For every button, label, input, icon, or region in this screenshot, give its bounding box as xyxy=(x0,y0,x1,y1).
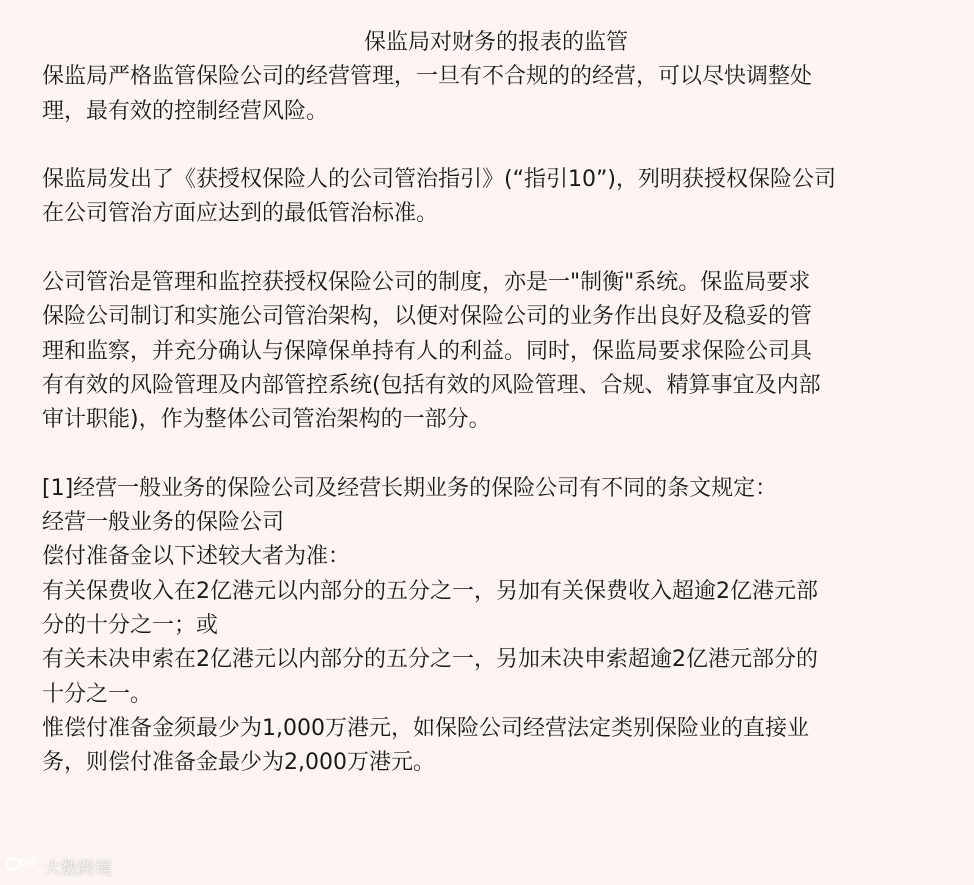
document-body xyxy=(42,26,942,781)
paragraph-4: [1]经营一般业务的保险公司及经营长期业务的保险公司有不同的条文规定： 经营一般业务的保险公司 偿付准备金以下述较大者为准： 有关保费收入在2亿港元以内部分的五分之一，另加有关保费收入超逾2亿港元部 分的十分之一；或 有关未决申索在2亿港元以内部分的五分之一，另加未决申索超逾2亿港元部分的 十分之一。 惟偿付准备金须最少为1,000万港元，如保险公司经营法定类别保险业的直接业 务，则偿付准备金最少为2,000万港元。 xyxy=(42,475,818,776)
page-title: 保监局对财务的报表的监管 xyxy=(363,30,628,55)
paragraph-gap xyxy=(42,438,942,472)
paragraph-gap xyxy=(42,232,942,266)
paragraph-1: 保监局严格监管保险公司的经营管理，一旦有不合规的的经营，可以尽快调整处 理，最有效的控制经营风险。 xyxy=(42,64,813,124)
brand-logo-icon xyxy=(6,854,40,879)
paragraph-2: 保监局发出了《获授权保险人的公司管治指引》(“指引10”)，列明获授权保险公司 在公司管治方面应达到的最低管治标准。 xyxy=(42,167,836,227)
paragraph-gap xyxy=(42,129,942,163)
paragraph-3: 公司管治是管理和监控获授权保险公司的制度，亦是一"制衡"系统。保监局要求 保险公司制订和实施公司管治架构，以便对保险公司的业务作出良好及稳妥的管 理和监察，并充分确认与保障保单持有人的利益。同时，保监局要求保险公司具 有有效的风险管理及内部管控系统(包括有效的风险管理、合规、精算事宜及内部 审计职能)，作为整体公司管治架构的一部分。 xyxy=(42,270,821,433)
watermark-text: 大数跨境 xyxy=(44,859,112,879)
watermark xyxy=(6,854,112,879)
